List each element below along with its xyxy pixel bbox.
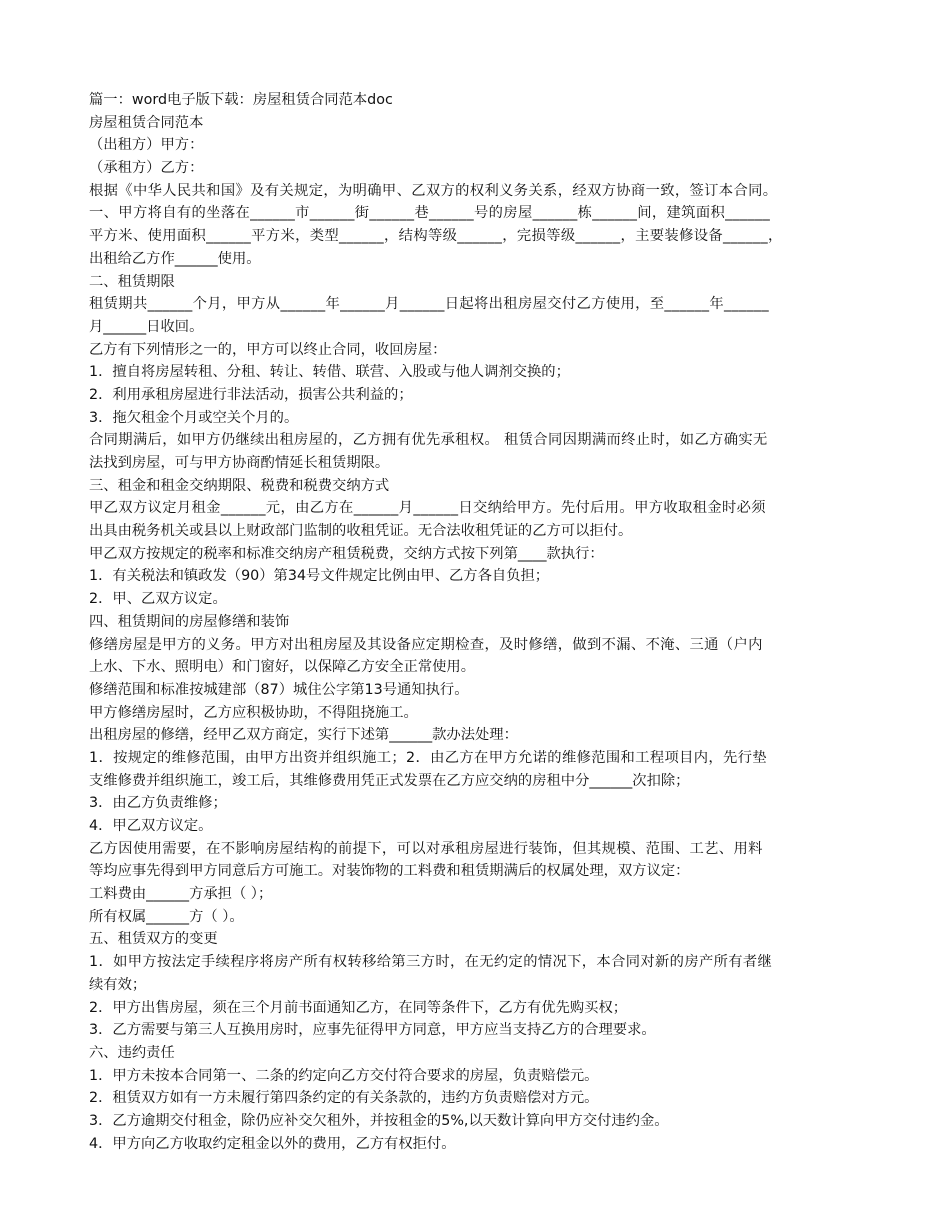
clause-4-line: 所有权属______方（ ）。 [89, 908, 244, 925]
clause-4-line: 出租房屋的修缮，经甲乙双方商定，实行下述第______款办法处理： [89, 727, 518, 744]
lessee-line: （承租方）乙方： [89, 160, 204, 177]
clause-3-line: 甲乙双方议定月租金______元，由乙方在______月______日交纳给甲方。先付后用。甲方收取租金时必须 [89, 500, 766, 517]
clause-2-line: 合同期满后，如甲方仍继续出租房屋的，乙方拥有优先承租权。 租赁合同因期满而终止时，如乙方确实无 [89, 432, 768, 449]
section-heading: 五、租赁双方的变更 [89, 931, 218, 948]
list-item: 3．乙方需要与第三人互换用房时，应事先征得甲方同意，甲方应当支持乙方的合理要求。 [89, 1022, 656, 1039]
clause-4-line: 修缮房屋是甲方的义务。甲方对出租房屋及其设备应定期检查，及时修缮，做到不漏、不淹、三通（户内 [89, 636, 763, 653]
list-item: 2．租赁双方如有一方未履行第四条约定的有关条款的，违约方负责赔偿对方元。 [89, 1090, 599, 1107]
clause-1-line: 出租给乙方作______使用。 [89, 250, 261, 267]
clause-1-line: 平方米、使用面积______平方米，类型______，结构等级______，完损等级______，主要装修设备______， [89, 228, 783, 245]
clause-4-line: 甲方修缮房屋时，乙方应积极协助，不得阻挠施工。 [89, 704, 418, 721]
doc-heading: 篇一：word电子版下载：房屋租赁合同范本doc [89, 92, 393, 108]
section-heading: 三、租金和租金交纳期限、税费和税费交纳方式 [89, 477, 390, 494]
section-heading: 六、违约责任 [89, 1044, 175, 1061]
clause-1-line: 一、甲方将自有的坐落在______市______街______巷______号的房屋______栋______间，建筑面积______ [89, 205, 771, 222]
list-item: 2．甲方出售房屋，须在三个月前书面通知乙方，在同等条件下，乙方有优先购买权； [89, 999, 628, 1016]
clause-3-line: 出具由税务机关或县以上财政部门监制的收租凭证。无合法收租凭证的乙方可以拒付。 [89, 523, 633, 540]
list-item: 3．由乙方负责维修； [89, 795, 227, 812]
clause-3-line: 甲乙双方按规定的税率和标准交纳房产租赁税费，交纳方式按下列第____款执行： [89, 545, 604, 562]
section-heading: 二、租赁期限 [89, 273, 175, 290]
list-item: 2．利用承租房屋进行非法活动，损害公共利益的； [89, 386, 413, 403]
list-item: 1．擅自将房屋转租、分租、转让、转借、联营、入股或与他人调剂交换的； [89, 364, 570, 381]
clause-2-line: 租赁期共______个月，甲方从______年______月______日起将出租房屋交付乙方使用，至______年______ [89, 296, 770, 313]
list-item: 1．有关税法和镇政发（90）第34号文件规定比例由甲、乙方各自负担； [89, 568, 550, 585]
list-item: 2．甲、乙双方议定。 [89, 591, 227, 608]
clause-2-line: 法找到房屋，可与甲方协商酌情延长租赁期限。 [89, 455, 390, 471]
section-heading: 四、租赁期间的房屋修缮和装饰 [89, 613, 290, 630]
preamble-line: 根据《中华人民共和国》及有关规定，为明确甲、乙双方的权利义务关系，经双方协商一致，签订本合同。 [89, 182, 778, 199]
list-item: 1．按规定的维修范围，由甲方出资并组织施工；2．由乙方在甲方允诺的维修范围和工程项目内，先行垫 [89, 749, 767, 766]
clause-4-line: 乙方因使用需要，在不影响房屋结构的前提下，可以对承租房屋进行装饰，但其规模、范围、工艺、用料 [89, 840, 763, 857]
clause-2-line: 月______日收回。 [89, 318, 204, 335]
clause-4-line: 工料费由______方承担（ ）； [89, 886, 273, 903]
clause-4-line: 修缮范围和标准按城建部（87）城住公字第13号通知执行。 [89, 681, 469, 698]
list-item: 续有效； [89, 976, 147, 993]
clause-4-line: 上水、下水、照明电）和门窗好，以保障乙方安全正常使用。 [89, 659, 476, 676]
list-item: 支维修费并组织施工，竣工后，其维修费用凭正式发票在乙方应交纳的房租中分______次扣除； [89, 772, 690, 789]
doc-title: 房屋租赁合同范本 [89, 114, 204, 131]
clause-2-line: 乙方有下列情形之一的，甲方可以终止合同，收回房屋： [89, 341, 447, 358]
clause-4-line: 等均应事先得到甲方同意后方可施工。对装饰物的工料费和租赁期满后的权属处理，双方议定： [89, 863, 690, 880]
list-item: 4．甲方向乙方收取约定租金以外的费用，乙方有权拒付。 [89, 1135, 456, 1152]
list-item: 4．甲乙双方议定。 [89, 818, 213, 834]
document-body [89, 89, 861, 1155]
list-item: 3．乙方逾期交付租金，除仍应补交欠租外，并按租金的5%,以天数计算向甲方交付违约金。 [89, 1112, 669, 1129]
lessor-line: （出租方）甲方： [89, 137, 204, 154]
list-item: 1．甲方未按本合同第一、二条的约定向乙方交付符合要求的房屋，负责赔偿元。 [89, 1067, 599, 1084]
list-item: 3．拖欠租金个月或空关个月的。 [89, 409, 299, 426]
list-item: 1．如甲方按法定手续程序将房产所有权转移给第三方时，在无约定的情况下，本合同对新的房产所有者继 [89, 954, 773, 971]
